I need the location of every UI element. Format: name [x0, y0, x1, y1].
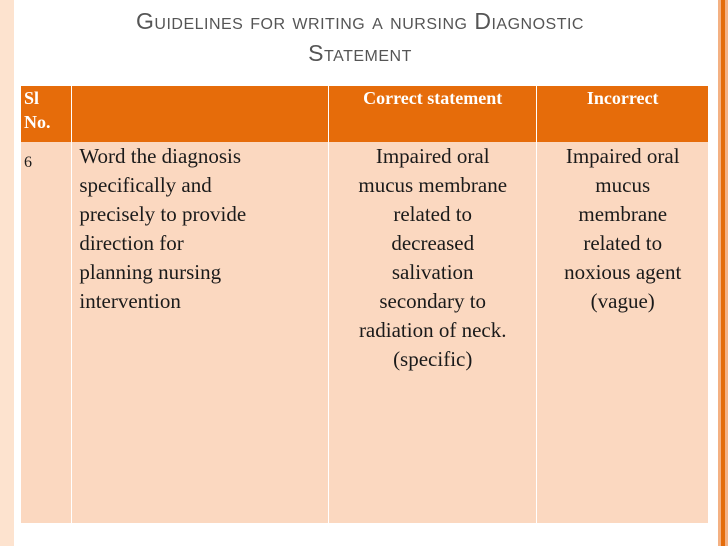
header-sl-no: Sl No.: [21, 86, 72, 142]
row-guideline: Word the diagnosis specifically and precisely to provide direction for planning nursing intervention: [72, 142, 329, 523]
row-correct-statement: Impaired oral mucus membrane related to decreased salivation secondary to radiation of neck. (specific): [328, 142, 536, 523]
slide-title-line-1: Guidelines for writing a nursing Diagnostic: [136, 8, 584, 34]
table-row: [21, 142, 708, 523]
header-correct-statement: Correct statement: [328, 86, 536, 142]
table-header-row: [21, 86, 708, 142]
right-decorative-border: [718, 0, 728, 546]
guidelines-table: [21, 86, 708, 523]
header-incorrect: Incorrect: [537, 86, 708, 142]
left-decorative-border: [0, 0, 14, 546]
slide-title-line-2: Statement: [308, 40, 412, 66]
header-guideline: [72, 86, 329, 142]
row-incorrect-statement: Impaired oral mucus membrane related to noxious agent (vague): [537, 142, 708, 523]
row-sl-no: 6: [21, 142, 72, 523]
slide-title: [70, 5, 650, 69]
